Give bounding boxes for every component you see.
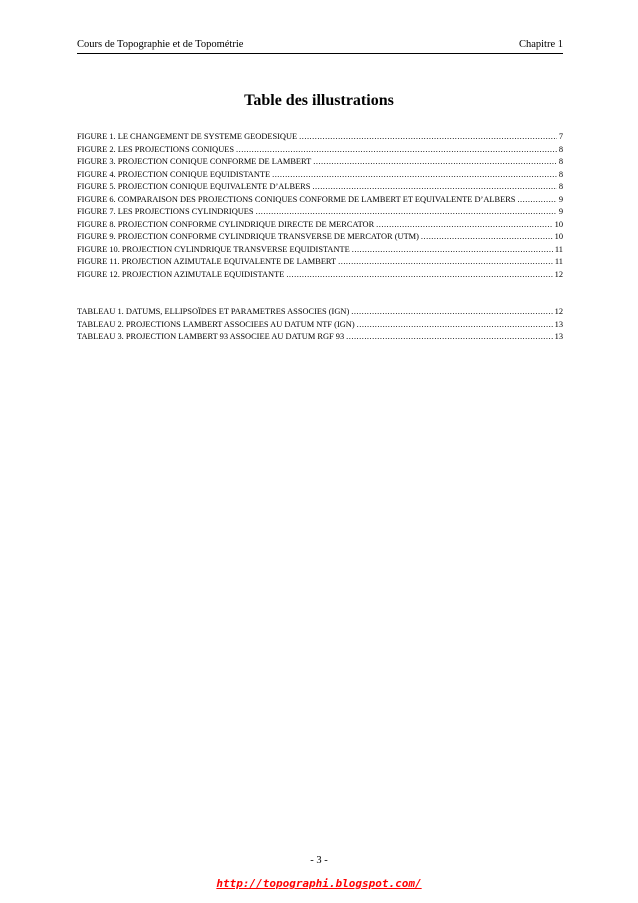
dot-leader	[352, 244, 553, 257]
toc-entry-page: 10	[554, 232, 563, 241]
toc-entry-label: FIGURE 2. LES PROJECTIONS CONIQUES	[77, 144, 235, 154]
toc-entry[interactable]	[77, 181, 563, 194]
toc-entry-label: FIGURE 7. LES PROJECTIONS CYLINDRIQUES	[77, 207, 254, 216]
chapter-label: Chapitre 1	[518, 39, 563, 50]
toc-entry-page: 8	[558, 169, 563, 179]
toc-entry-page: 8	[558, 144, 563, 154]
dot-leader	[357, 319, 553, 332]
toc-entry-label: FIGURE 6. COMPARAISON DES PROJECTIONS CONIQUES CONFORME DE LAMBERT ET EQUIVALENTE D’ALBERS	[77, 194, 516, 204]
blog-link[interactable]: http://topographi.blogspot.com/	[216, 877, 422, 890]
toc-entry-label: FIGURE 10. PROJECTION CYLINDRIQUE TRANSVERSE EQUIDISTANTE	[77, 244, 350, 254]
dot-leader	[256, 206, 557, 219]
dot-leader	[351, 306, 552, 319]
toc-entry-page: 11	[554, 244, 563, 254]
toc-entry[interactable]	[77, 231, 563, 244]
toc-entry[interactable]	[77, 194, 563, 207]
tables-list	[77, 306, 563, 344]
toc-entry-page: 8	[558, 157, 563, 166]
toc-entry[interactable]	[77, 269, 563, 282]
toc-entry-page: 8	[558, 182, 563, 191]
toc-entry[interactable]	[77, 206, 563, 219]
dot-leader	[299, 131, 557, 144]
dot-leader	[312, 181, 556, 194]
page-number: - 3 -	[310, 855, 328, 866]
toc-entry-label: FIGURE 1. LE CHANGEMENT DE SYSTEME GEODESIQUE	[77, 132, 298, 141]
toc-entry-label: FIGURE 4. PROJECTION CONIQUE EQUIDISTANTE	[77, 169, 271, 179]
toc-entry[interactable]	[77, 156, 563, 169]
toc-entry-label: FIGURE 12. PROJECTION AZIMUTALE EQUIDISTANTE	[77, 269, 285, 279]
dot-leader	[376, 219, 552, 232]
toc-entry[interactable]	[77, 256, 563, 269]
toc-entry[interactable]	[77, 131, 563, 144]
toc-entry-page: 7	[558, 132, 563, 141]
course-title: Cours de Topographie et de Topométrie	[77, 39, 244, 50]
toc-entry-page: 10	[554, 219, 563, 229]
dot-leader	[286, 269, 552, 282]
toc-entry[interactable]	[77, 244, 563, 257]
toc-entry-label: FIGURE 3. PROJECTION CONIQUE CONFORME DE LAMBERT	[77, 157, 312, 166]
toc-entry[interactable]	[77, 219, 563, 232]
toc-entry[interactable]	[77, 319, 563, 332]
toc-entry-label: TABLEAU 1. DATUMS, ELLIPSOÏDES ET PARAMETRES ASSOCIES (IGN)	[77, 307, 350, 316]
dot-leader	[272, 169, 557, 182]
toc-entry-page: 13	[554, 332, 563, 341]
toc-entry[interactable]	[77, 306, 563, 319]
dot-leader	[517, 194, 556, 207]
toc-entry[interactable]	[77, 169, 563, 182]
toc-entry-page: 11	[554, 257, 563, 266]
figures-list	[77, 131, 563, 281]
dot-leader	[338, 256, 553, 269]
toc-entry-page: 12	[554, 307, 563, 316]
dot-leader	[346, 331, 552, 344]
toc-entry-label: FIGURE 9. PROJECTION CONFORME CYLINDRIQUE TRANSVERSE DE MERCATOR (UTM)	[77, 232, 419, 241]
dot-leader	[313, 156, 557, 169]
header-divider	[77, 53, 563, 54]
toc-entry-page: 13	[554, 319, 563, 329]
toc-entry-label: FIGURE 11. PROJECTION AZIMUTALE EQUIVALENTE DE LAMBERT	[77, 257, 337, 266]
toc-entry-label: TABLEAU 3. PROJECTION LAMBERT 93 ASSOCIEE AU DATUM RGF 93	[77, 332, 345, 341]
toc-entry-label: FIGURE 8. PROJECTION CONFORME CYLINDRIQUE DIRECTE DE MERCATOR	[77, 219, 375, 229]
toc-entry-label: TABLEAU 2. PROJECTIONS LAMBERT ASSOCIEES AU DATUM NTF (IGN)	[77, 319, 355, 329]
toc-entry-label: FIGURE 5. PROJECTION CONIQUE EQUIVALENTE D’ALBERS	[77, 182, 311, 191]
dot-leader	[236, 144, 557, 157]
toc-entry-page: 9	[558, 194, 563, 204]
page-title: Table des illustrations	[244, 92, 394, 109]
toc-entry-page: 12	[554, 269, 563, 279]
toc-entry[interactable]	[77, 331, 563, 344]
dot-leader	[421, 231, 553, 244]
toc-entry[interactable]	[77, 144, 563, 157]
toc-entry-page: 9	[558, 207, 563, 216]
